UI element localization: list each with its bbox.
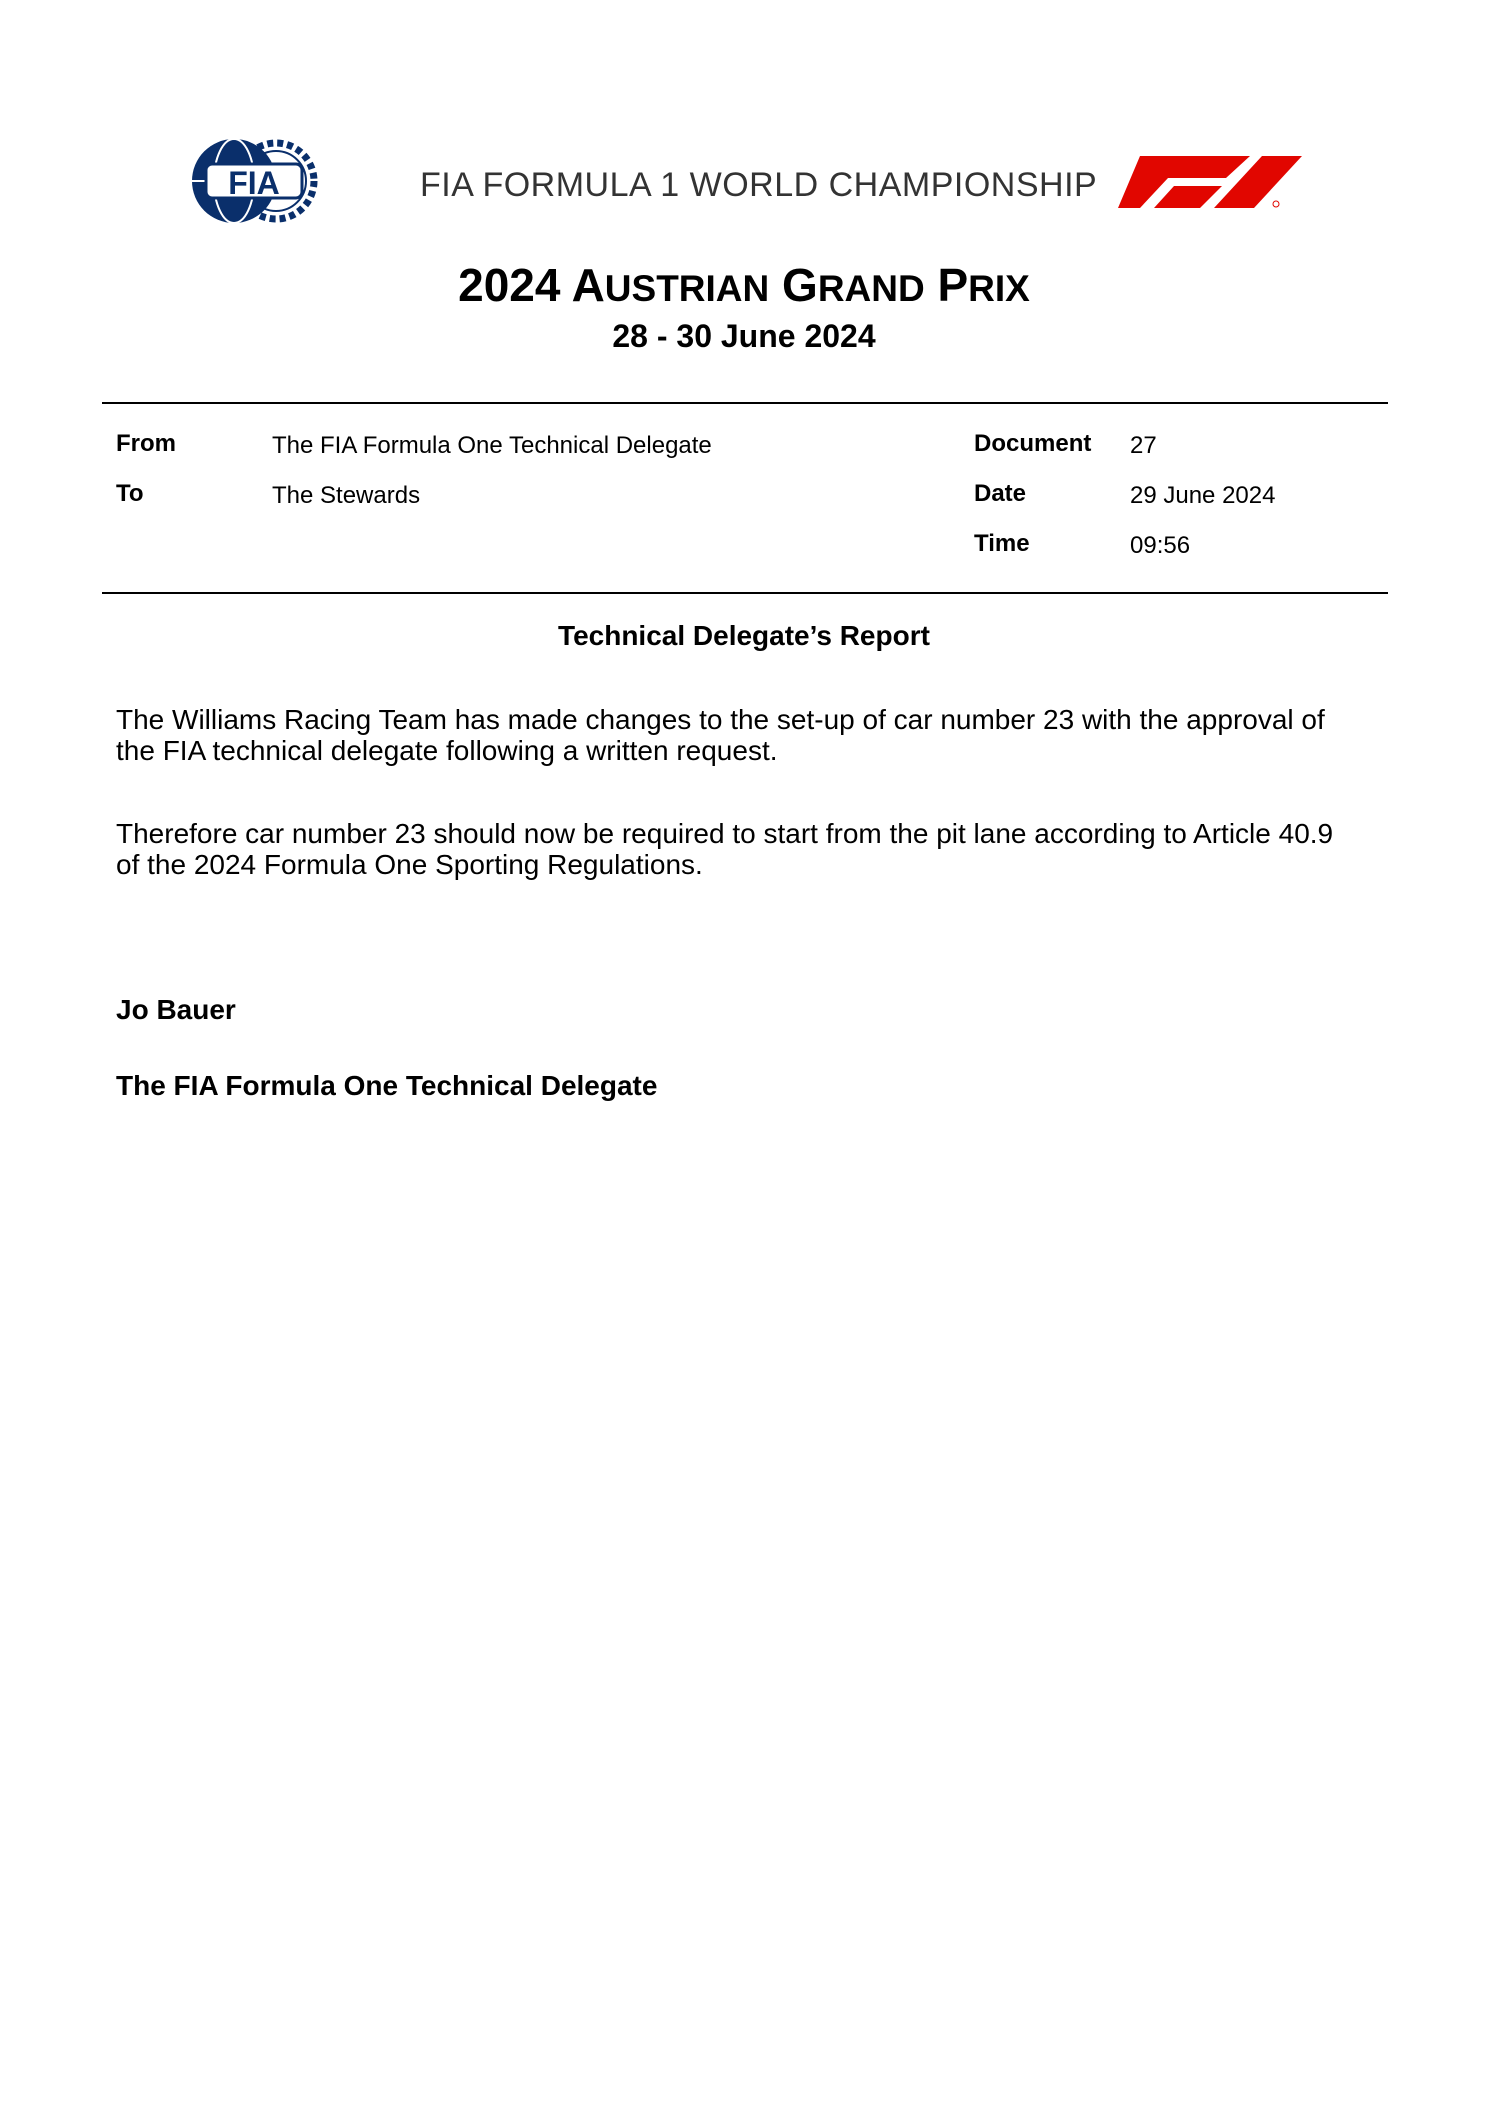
from-label: From <box>116 430 176 457</box>
report-title: Technical Delegate’s Report <box>558 620 930 651</box>
document-header <box>0 0 1488 240</box>
document-label: Document <box>974 430 1092 457</box>
paragraph-2-line-2: of the 2024 Formula One Sporting Regulations. <box>116 849 703 880</box>
top-divider <box>102 402 1388 404</box>
signatory-name: Jo Bauer <box>116 994 236 1025</box>
event-word1-cap: A <box>571 259 605 311</box>
event-dates: 28 - 30 June 2024 <box>612 318 876 354</box>
to-label: To <box>116 480 144 507</box>
document-value: 27 <box>1130 432 1157 459</box>
paragraph-1-line-2: the FIA technical delegate following a written request. <box>116 735 778 766</box>
paragraph-1-line-1: The Williams Racing Team has made changes to the set-up of car number 23 with the approval of <box>116 704 1325 735</box>
championship-title: FIA FORMULA 1 WORLD CHAMPIONSHIP <box>420 166 1098 204</box>
report-paragraph-2 <box>116 818 1376 880</box>
date-label: Date <box>974 480 1027 507</box>
event-word2-rest: RAND <box>817 268 925 309</box>
event-word1-rest: USTRIAN <box>604 268 770 309</box>
fia-logo <box>190 136 318 226</box>
bottom-divider <box>102 592 1388 594</box>
event-word3-cap: P <box>937 259 969 311</box>
from-value: The FIA Formula One Technical Delegate <box>272 432 712 459</box>
f1-logo <box>1118 156 1302 208</box>
date-value: 29 June 2024 <box>1130 482 1276 509</box>
to-value: The Stewards <box>272 482 421 509</box>
event-year: 2024 <box>458 259 561 311</box>
signatory-title: The FIA Formula One Technical Delegate <box>116 1070 658 1101</box>
time-value: 09:56 <box>1130 532 1191 559</box>
fia-logo-text: FIA <box>228 165 280 201</box>
time-label: Time <box>974 530 1030 557</box>
paragraph-2-line-1: Therefore car number 23 should now be required to start from the pit lane according to Article 40.9 <box>116 818 1334 849</box>
event-word2-cap: G <box>782 259 818 311</box>
event-title <box>0 259 1488 311</box>
report-paragraph-1 <box>116 704 1376 766</box>
event-word3-rest: RIX <box>968 268 1030 309</box>
